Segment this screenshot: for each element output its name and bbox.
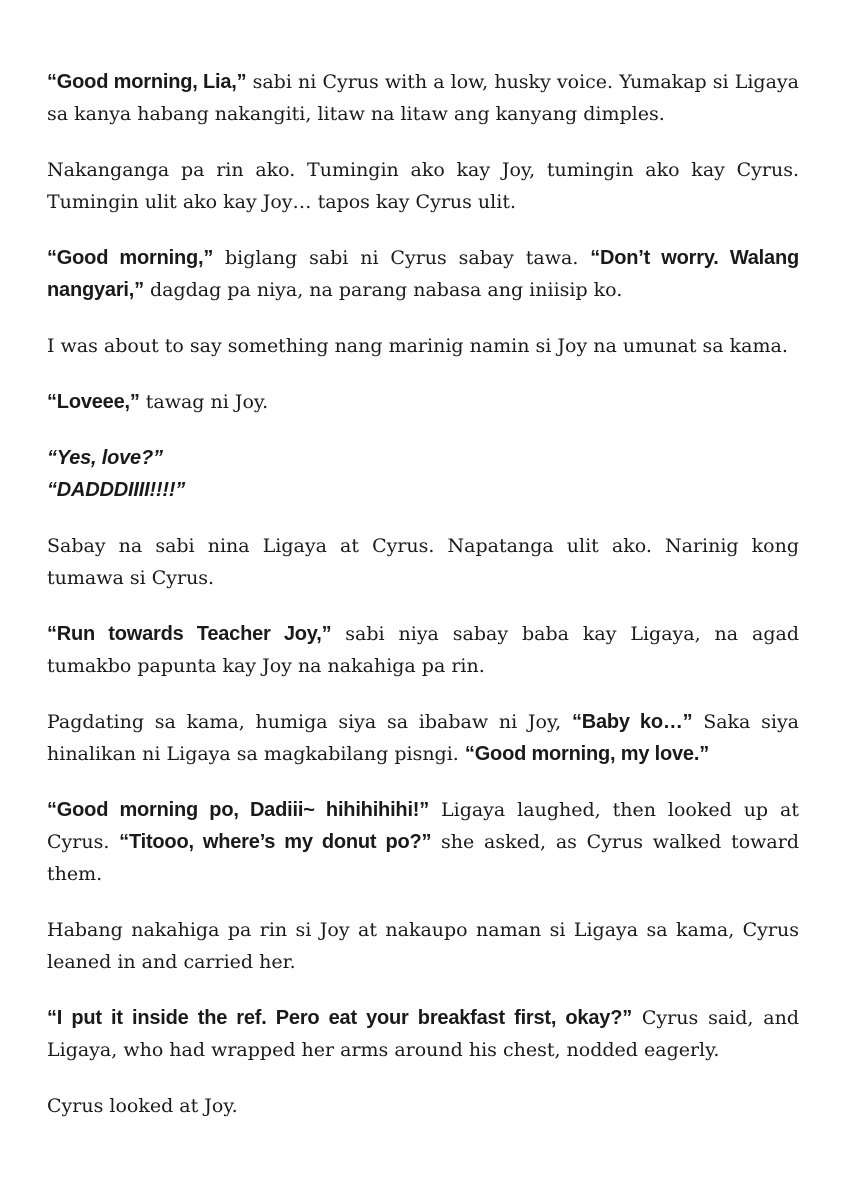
paragraph-4 bbox=[47, 330, 799, 362]
paragraph-12 bbox=[47, 914, 799, 978]
paragraph-8 bbox=[47, 530, 799, 594]
dialogue: “I put it inside the ref. Pero eat your breakfast first, okay?” bbox=[47, 1007, 633, 1029]
narration: she asked, as Cyrus walked toward them. bbox=[47, 831, 799, 885]
dialogue: “Good morning, my love.” bbox=[464, 743, 709, 765]
narration: biglang sabi ni Cyrus sabay tawa. bbox=[213, 247, 591, 269]
narration: sabi ni Cyrus with a low, husky voice. Yumakap si Ligaya sa kanya habang nakangiti, litaw na litaw ang kanyang dimples. bbox=[47, 71, 799, 125]
dialogue: “Loveee,” bbox=[47, 391, 140, 413]
narration: dagdag pa niya, na parang nabasa ang iniisip ko. bbox=[143, 279, 623, 301]
narration: sabi niya sabay baba kay Ligaya, na agad tumakbo papunta kay Joy na nakahiga pa rin. bbox=[47, 623, 799, 677]
narration: Cyrus said, and Ligaya, who had wrapped her arms around his chest, nodded eagerly. bbox=[47, 1007, 800, 1061]
dialogue: “Titooo, where’s my donut po?” bbox=[119, 831, 432, 853]
paragraph-5 bbox=[47, 386, 799, 418]
narration: Cyrus looked at Joy. bbox=[47, 1095, 238, 1117]
narration: Nakanganga pa rin ako. Tumingin ako kay Joy, tumingin ako kay Cyrus. Tumingin ulit ako kay Joy… tapos kay Cyrus ulit. bbox=[47, 159, 799, 213]
dialogue: “Good morning,” bbox=[47, 247, 214, 269]
paragraph-14 bbox=[47, 1090, 799, 1122]
paragraph-1 bbox=[47, 66, 799, 130]
narration: Pagdating sa kama, humiga siya sa ibabaw ni Joy, bbox=[47, 711, 572, 733]
paragraph-9 bbox=[47, 618, 799, 682]
narration: Ligaya laughed, then looked up at Cyrus. bbox=[47, 799, 799, 853]
dialogue: “Good morning po, Dadiii~ hihihihihi!” bbox=[47, 799, 430, 821]
narration: Habang nakahiga pa rin si Joy at nakaupo naman si Ligaya sa kama, Cyrus leaned in and carried her. bbox=[47, 919, 799, 973]
narration: tawag ni Joy. bbox=[139, 391, 269, 413]
dialogue: “Run towards Teacher Joy,” bbox=[47, 623, 332, 645]
paragraph-13 bbox=[47, 1002, 799, 1066]
paragraph-3 bbox=[47, 242, 799, 306]
narration: I was about to say something nang marinig namin si Joy na umunat sa kama. bbox=[47, 335, 788, 357]
dialogue-italic: “DADDDIIII!!!!” bbox=[47, 479, 186, 501]
paragraph-7 bbox=[47, 474, 799, 506]
dialogue: “Baby ko…” bbox=[571, 711, 693, 733]
narration: Saka siya hinalikan ni Ligaya sa magkabilang pisngi. bbox=[47, 711, 800, 765]
story-page bbox=[47, 66, 799, 1122]
paragraph-10 bbox=[47, 706, 799, 770]
paragraph-11 bbox=[47, 794, 799, 890]
paragraph-6 bbox=[47, 442, 799, 474]
narration: Sabay na sabi nina Ligaya at Cyrus. Napatanga ulit ako. Narinig kong tumawa si Cyrus. bbox=[47, 535, 799, 589]
paragraph-2 bbox=[47, 154, 799, 218]
dialogue: “Don’t worry. Walang nangyari,” bbox=[47, 247, 799, 301]
dialogue-italic: “Yes, love?” bbox=[47, 447, 163, 469]
dialogue: “Good morning, Lia,” bbox=[47, 71, 247, 93]
